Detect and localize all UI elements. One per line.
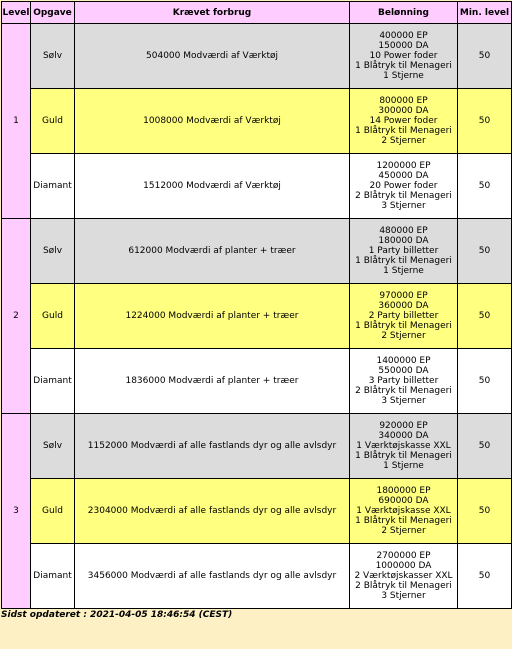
forbrug-cell: 504000 Modværdi af Værktøj bbox=[75, 24, 350, 89]
header-forbrug: Krævet forbrug bbox=[75, 2, 350, 24]
reward-line: 1 Værktøjskasse XXL bbox=[356, 441, 451, 451]
table-row bbox=[2, 479, 512, 544]
min-level-cell: 50 bbox=[458, 219, 512, 284]
reward-line: 2 Blåtryk til Menageri bbox=[355, 191, 452, 201]
reward-line: 2 Stjerner bbox=[381, 331, 426, 341]
reward-line: 2 Blåtryk til Menageri bbox=[355, 386, 452, 396]
reward-cell bbox=[350, 479, 458, 544]
table-row bbox=[2, 414, 512, 479]
reward-line: 550000 DA bbox=[378, 366, 429, 376]
reward-line: 1 Blåtryk til Menageri bbox=[355, 256, 452, 266]
reward-cell bbox=[350, 284, 458, 349]
header-min-level: Min. level bbox=[458, 2, 512, 24]
reward-line: 400000 EP bbox=[379, 31, 428, 41]
forbrug-cell: 1512000 Modværdi af Værktøj bbox=[75, 154, 350, 219]
forbrug-cell: 1836000 Modværdi af planter + træer bbox=[75, 349, 350, 414]
reward-line: 1200000 EP bbox=[376, 161, 431, 171]
reward-line: 1 Stjerne bbox=[383, 461, 424, 471]
reward-line: 3 Party billetter bbox=[368, 376, 439, 386]
min-level-cell: 50 bbox=[458, 479, 512, 544]
reward-line: 1 Blåtryk til Menageri bbox=[355, 516, 452, 526]
table-row bbox=[2, 544, 512, 609]
reward-cell bbox=[350, 154, 458, 219]
reward-line: 14 Power foder bbox=[369, 116, 438, 126]
reward-line: 1 Blåtryk til Menageri bbox=[355, 451, 452, 461]
reward-line: 1 Blåtryk til Menageri bbox=[355, 126, 452, 136]
level-cell: 2 bbox=[2, 219, 31, 414]
last-updated: Sidst opdateret : 2021-04-05 18:46:54 (CEST) bbox=[1, 610, 233, 620]
reward-line: 800000 EP bbox=[379, 96, 428, 106]
table-row bbox=[2, 349, 512, 414]
reward-line: 1 Stjerne bbox=[383, 71, 424, 81]
reward-line: 1400000 EP bbox=[376, 356, 431, 366]
min-level-cell: 50 bbox=[458, 24, 512, 89]
opgave-cell: Guld bbox=[31, 89, 75, 154]
opgave-cell: Sølv bbox=[31, 24, 75, 89]
opgave-cell: Sølv bbox=[31, 414, 75, 479]
forbrug-cell: 1008000 Modværdi af Værktøj bbox=[75, 89, 350, 154]
header-row bbox=[2, 2, 512, 24]
forbrug-cell: 612000 Modværdi af planter + træer bbox=[75, 219, 350, 284]
reward-line: 3 Stjerner bbox=[381, 591, 426, 601]
reward-cell bbox=[350, 219, 458, 284]
table-row bbox=[2, 89, 512, 154]
level-cell: 3 bbox=[2, 414, 31, 609]
min-level-cell: 50 bbox=[458, 544, 512, 609]
reward-line: 10 Power foder bbox=[369, 51, 438, 61]
reward-line: 2 Stjerner bbox=[381, 136, 426, 146]
header-level: Level bbox=[2, 2, 31, 24]
reward-line: 340000 DA bbox=[378, 431, 429, 441]
opgave-cell: Diamant bbox=[31, 349, 75, 414]
reward-line: 1000000 DA bbox=[375, 561, 432, 571]
opgave-cell: Guld bbox=[31, 479, 75, 544]
header-belonning: Belønning bbox=[350, 2, 458, 24]
table-row bbox=[2, 219, 512, 284]
min-level-cell: 50 bbox=[458, 414, 512, 479]
table-row bbox=[2, 284, 512, 349]
reward-line: 1 Blåtryk til Menageri bbox=[355, 61, 452, 71]
reward-line: 1 Blåtryk til Menageri bbox=[355, 321, 452, 331]
reward-cell bbox=[350, 24, 458, 89]
opgave-cell: Diamant bbox=[31, 154, 75, 219]
table-row bbox=[2, 24, 512, 89]
min-level-cell: 50 bbox=[458, 89, 512, 154]
reward-line: 300000 DA bbox=[378, 106, 429, 116]
reward-line: 180000 DA bbox=[378, 236, 429, 246]
reward-cell bbox=[350, 414, 458, 479]
reward-line: 2 Party billetter bbox=[368, 311, 439, 321]
reward-cell bbox=[350, 89, 458, 154]
reward-line: 1 Værktøjskasse XXL bbox=[356, 506, 451, 516]
forbrug-cell: 2304000 Modværdi af alle fastlands dyr og alle avlsdyr bbox=[75, 479, 350, 544]
reward-line: 1800000 EP bbox=[376, 486, 431, 496]
header-opgave: Opgave bbox=[31, 2, 75, 24]
reward-line: 3 Stjerner bbox=[381, 201, 426, 211]
reward-line: 1 Stjerne bbox=[383, 266, 424, 276]
reward-line: 360000 DA bbox=[378, 301, 429, 311]
reward-line: 450000 DA bbox=[378, 171, 429, 181]
min-level-cell: 50 bbox=[458, 284, 512, 349]
reward-line: 690000 DA bbox=[378, 496, 429, 506]
reward-line: 3 Stjerner bbox=[381, 396, 426, 406]
reward-line: 2 Blåtryk til Menageri bbox=[355, 581, 452, 591]
reward-line: 970000 EP bbox=[379, 291, 428, 301]
reward-line: 2 Værktøjskasser XXL bbox=[354, 571, 453, 581]
reward-cell bbox=[350, 544, 458, 609]
reward-line: 2700000 EP bbox=[376, 551, 431, 561]
forbrug-cell: 1152000 Modværdi af alle fastlands dyr og alle avlsdyr bbox=[75, 414, 350, 479]
reward-line: 480000 EP bbox=[379, 226, 428, 236]
opgave-cell: Sølv bbox=[31, 219, 75, 284]
reward-line: 20 Power foder bbox=[369, 181, 438, 191]
min-level-cell: 50 bbox=[458, 349, 512, 414]
forbrug-cell: 1224000 Modværdi af planter + træer bbox=[75, 284, 350, 349]
table-body bbox=[2, 24, 512, 609]
level-cell: 1 bbox=[2, 24, 31, 219]
reward-line: 150000 DA bbox=[378, 41, 429, 51]
opgave-cell: Diamant bbox=[31, 544, 75, 609]
table-row bbox=[2, 154, 512, 219]
forbrug-cell: 3456000 Modværdi af alle fastlands dyr og alle avlsdyr bbox=[75, 544, 350, 609]
reward-cell bbox=[350, 349, 458, 414]
rewards-table bbox=[1, 1, 512, 609]
min-level-cell: 50 bbox=[458, 154, 512, 219]
reward-line: 920000 EP bbox=[379, 421, 428, 431]
reward-line: 1 Party billetter bbox=[368, 246, 439, 256]
reward-line: 2 Stjerner bbox=[381, 526, 426, 536]
opgave-cell: Guld bbox=[31, 284, 75, 349]
